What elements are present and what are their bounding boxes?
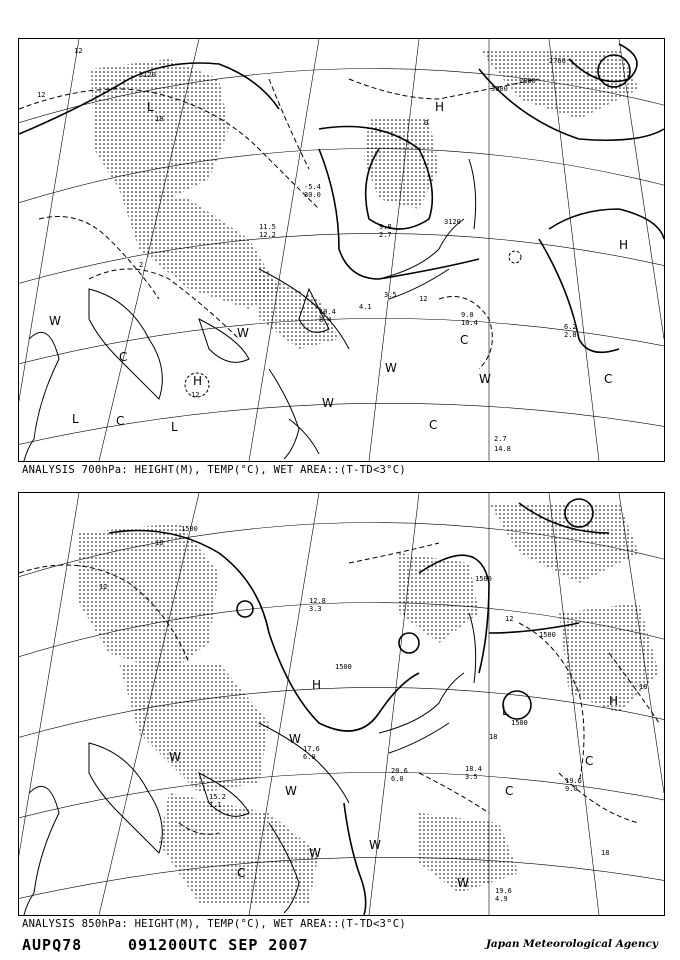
map-850hpa — [19, 493, 664, 915]
station-value: 11.5 — [259, 223, 276, 231]
contour-label: 0 — [424, 119, 429, 127]
cold-center: C — [119, 350, 128, 364]
warm-center: W — [322, 396, 334, 410]
high-center: H — [193, 374, 203, 388]
warm-center: W — [369, 838, 381, 852]
chart-code: AUPQ78 — [22, 936, 83, 954]
contour-label: 2 — [139, 261, 144, 269]
high-center: H — [609, 694, 619, 708]
contour-label: 2760 — [549, 57, 566, 65]
warm-center: W — [169, 750, 181, 764]
warm-center: W — [237, 326, 249, 340]
caption-700hpa: ANALYSIS 700hPa: HEIGHT(M), TEMP(°C), WET AREA::(T-TD<3°C) — [22, 464, 407, 476]
station-value: 6.2 — [564, 323, 577, 331]
contour-label: 1500 — [539, 631, 556, 639]
station-value: 3.5 — [384, 291, 397, 299]
contour-label: 3000 — [491, 85, 508, 93]
station-value: 12.8 — [309, 597, 326, 605]
station-value: 10.4 — [319, 308, 336, 316]
map-panel-850hpa — [18, 492, 665, 916]
contour-label: 12 — [99, 583, 108, 591]
station-value: 20.6 — [391, 767, 408, 775]
station-value: 3.5 — [465, 773, 478, 781]
station-value: 8.4 — [319, 316, 332, 324]
station-value: 18.4 — [465, 765, 482, 773]
low-center: L — [502, 704, 509, 718]
station-value: 30.0 — [304, 191, 321, 199]
contour-label: 12 — [191, 391, 200, 399]
warm-center: W — [479, 372, 491, 386]
cold-center: C — [505, 784, 514, 798]
station-value: 17.6 — [303, 745, 320, 753]
contour-label: 12 — [37, 91, 46, 99]
low-center: L — [72, 412, 79, 426]
contour-label: 18 — [155, 539, 164, 547]
station-value: 12.2 — [259, 231, 276, 239]
warm-center: W — [385, 361, 397, 375]
station-value: 9.0 — [565, 785, 578, 793]
contour-label: 2880 — [519, 77, 536, 85]
valid-time: 091200UTC SEP 2007 — [128, 936, 309, 954]
contour-label: 18 — [155, 115, 164, 123]
high-center: H — [312, 678, 322, 692]
cold-center: C — [429, 418, 438, 432]
cold-center: C — [237, 866, 246, 880]
contour-label: 1500 — [511, 719, 528, 727]
low-center: L — [147, 100, 154, 114]
high-center: H — [619, 238, 629, 252]
station-value: 19.6 — [565, 777, 582, 785]
warm-center: W — [289, 732, 301, 746]
contour-label: 12 — [74, 47, 83, 55]
station-value: 2.7 — [494, 435, 507, 443]
contour-label: 3120 — [444, 218, 461, 226]
station-value: 6.0 — [391, 775, 404, 783]
warm-center: W — [457, 876, 469, 890]
contour-label: 18 — [601, 849, 610, 857]
station-value: 4.1 — [359, 303, 372, 311]
station-value: 2.8 — [564, 331, 577, 339]
cold-center: C — [604, 372, 613, 386]
high-center: H — [435, 100, 445, 114]
contour-label: 18 — [639, 683, 648, 691]
contour-label: 3120 — [139, 71, 156, 79]
low-center: L — [171, 420, 178, 434]
station-value: 1.1 — [209, 801, 222, 809]
station-value: 9.0 — [461, 311, 474, 319]
contour-label: 1500 — [335, 663, 352, 671]
station-value: 19.6 — [495, 887, 512, 895]
cold-center: C — [116, 414, 125, 428]
contour-label: 12 — [419, 295, 428, 303]
warm-center: W — [309, 846, 321, 860]
station-value: 9.8 — [379, 223, 392, 231]
station-value: -5.4 — [304, 183, 321, 191]
contour-label: 12 — [505, 615, 514, 623]
station-value: 15.2 — [209, 793, 226, 801]
contour-label: 18 — [489, 733, 498, 741]
station-value: 10.4 — [461, 319, 478, 327]
contour-label: 1500 — [181, 525, 198, 533]
map-700hpa — [19, 39, 664, 461]
station-value: 14.8 — [494, 445, 511, 453]
station-value: 4.9 — [495, 895, 508, 903]
station-value: 2.7 — [379, 231, 392, 239]
cold-center: C — [585, 754, 594, 768]
cold-center: C — [460, 333, 469, 347]
warm-center: W — [49, 314, 61, 328]
map-panel-700hpa — [18, 38, 665, 462]
station-value: 3.3 — [309, 605, 322, 613]
contour-label: 1500 — [475, 575, 492, 583]
agency-name: Japan Meteorological Agency — [485, 938, 658, 950]
caption-850hpa: ANALYSIS 850hPa: HEIGHT(M), TEMP(°C), WET AREA::(T-TD<3°C) — [22, 918, 407, 930]
warm-center: W — [285, 784, 297, 798]
station-value: 6.0 — [303, 753, 316, 761]
